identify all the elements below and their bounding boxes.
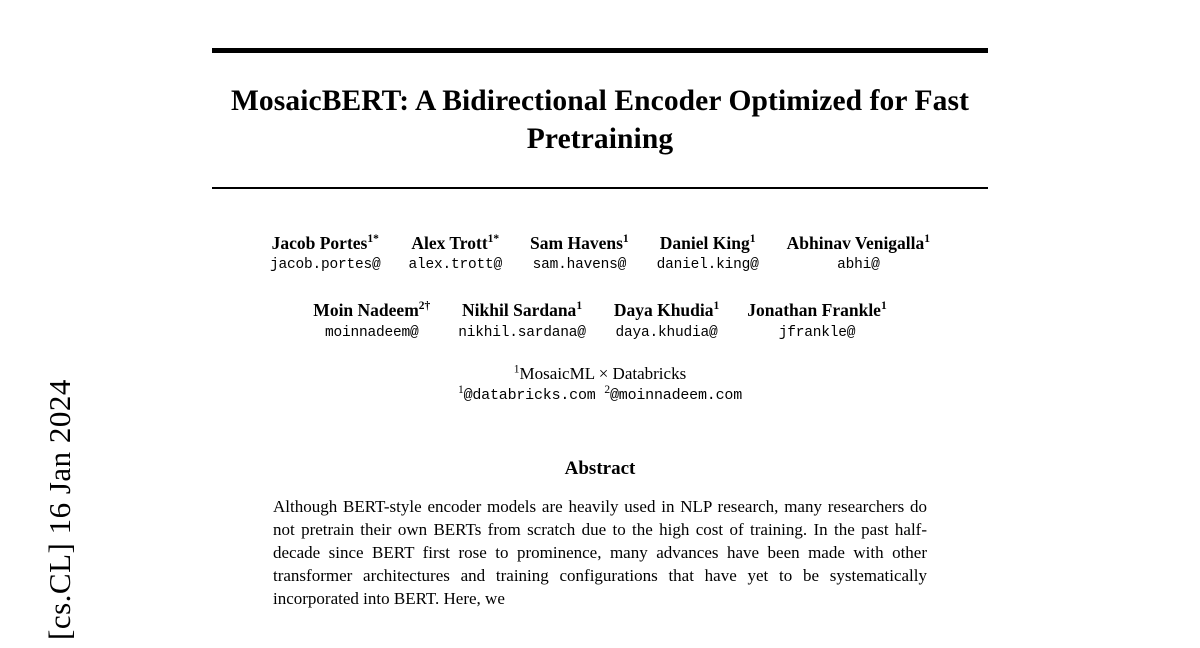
author-affil-marker: 1* bbox=[487, 232, 500, 245]
arxiv-stamp-text: [cs.CL] 16 Jan 2024 bbox=[42, 379, 77, 640]
author-affil-marker: 1 bbox=[622, 232, 629, 245]
author-entry bbox=[444, 300, 600, 341]
paper-page bbox=[212, 0, 988, 648]
author-affil-marker: 1* bbox=[367, 232, 379, 245]
author-name-text: Moin Nadeem bbox=[313, 300, 419, 321]
author-name bbox=[614, 300, 719, 322]
author-entry bbox=[516, 233, 643, 274]
author-name-text: Alex Trott bbox=[411, 232, 488, 253]
author-name bbox=[458, 300, 586, 322]
author-affil-marker: 2† bbox=[418, 300, 431, 313]
author-row bbox=[212, 233, 988, 274]
author-email: alex.trott@ bbox=[408, 257, 503, 274]
affiliation-domain-2: @moinnadeem.com bbox=[609, 387, 742, 405]
author-email: abhi@ bbox=[837, 257, 880, 274]
author-email: daniel.king@ bbox=[656, 257, 759, 274]
author-name-text: Jonathan Frankle bbox=[747, 300, 881, 321]
abstract-heading: Abstract bbox=[564, 458, 636, 480]
abstract-text: Although BERT-style encoder models are heavily used in NLP research, many researchers do not pretrain their own BERTs from scratch due to the high cost of training. In the past half-decade since BERT first rose to prominence, many advances have been made with other transformer architectures and training configurations that have yet to be systematically incorporated into BERT. Here, we bbox=[273, 497, 927, 608]
author-affil-marker: 1 bbox=[713, 300, 720, 313]
affiliation-domain-marker-2: 2 bbox=[604, 384, 610, 397]
author-email: jacob.portes@ bbox=[269, 257, 381, 274]
author-name-text: Daya Khudia bbox=[613, 300, 714, 321]
author-affil-marker: 1 bbox=[576, 300, 583, 313]
author-name-text: Daniel King bbox=[659, 232, 750, 253]
author-name bbox=[787, 233, 930, 255]
author-affil-marker: 1 bbox=[924, 232, 931, 245]
author-name-text: Jacob Portes bbox=[271, 232, 368, 253]
title-rule-bottom bbox=[212, 187, 988, 189]
author-name-text: Abhinav Venigalla bbox=[786, 232, 925, 253]
affiliation-domain-marker-1: 1 bbox=[458, 384, 464, 397]
arxiv-stamp bbox=[0, 0, 120, 648]
author-entry bbox=[643, 233, 773, 274]
affiliation-organization: MosaicML × Databricks bbox=[519, 364, 687, 384]
author-name-text: Sam Havens bbox=[530, 232, 623, 253]
title-rule-top bbox=[212, 48, 988, 53]
author-affil-marker: 1 bbox=[749, 232, 756, 245]
author-email: jfrankle@ bbox=[778, 325, 856, 342]
author-name bbox=[657, 233, 759, 255]
author-email: daya.khudia@ bbox=[615, 325, 718, 342]
author-email: nikhil.sardana@ bbox=[458, 325, 586, 342]
author-entry bbox=[773, 233, 944, 274]
author-entry bbox=[395, 233, 517, 274]
affiliation-marker: 1 bbox=[513, 363, 520, 376]
author-name bbox=[270, 233, 381, 255]
author-name bbox=[313, 300, 430, 322]
page-title: MosaicBERT: A Bidirectional Encoder Optimized for Fast Pretraining bbox=[230, 85, 970, 155]
author-email: moinnadeem@ bbox=[325, 325, 419, 342]
author-affil-marker: 1 bbox=[880, 300, 887, 313]
author-name bbox=[747, 300, 886, 322]
author-name bbox=[530, 233, 629, 255]
affiliation-organization-line bbox=[212, 363, 988, 386]
author-email: sam.havens@ bbox=[532, 257, 627, 274]
affiliation-domain-1: @databricks.com bbox=[463, 387, 596, 405]
author-entry bbox=[299, 300, 444, 341]
affiliation-domain-line bbox=[212, 386, 988, 406]
author-name-text: Nikhil Sardana bbox=[462, 300, 577, 321]
author-row bbox=[212, 300, 988, 341]
author-entry bbox=[600, 300, 733, 341]
author-entry bbox=[256, 233, 395, 274]
author-name bbox=[409, 233, 503, 255]
author-block bbox=[212, 233, 988, 342]
affiliation-block bbox=[212, 363, 988, 406]
author-entry bbox=[733, 300, 900, 341]
